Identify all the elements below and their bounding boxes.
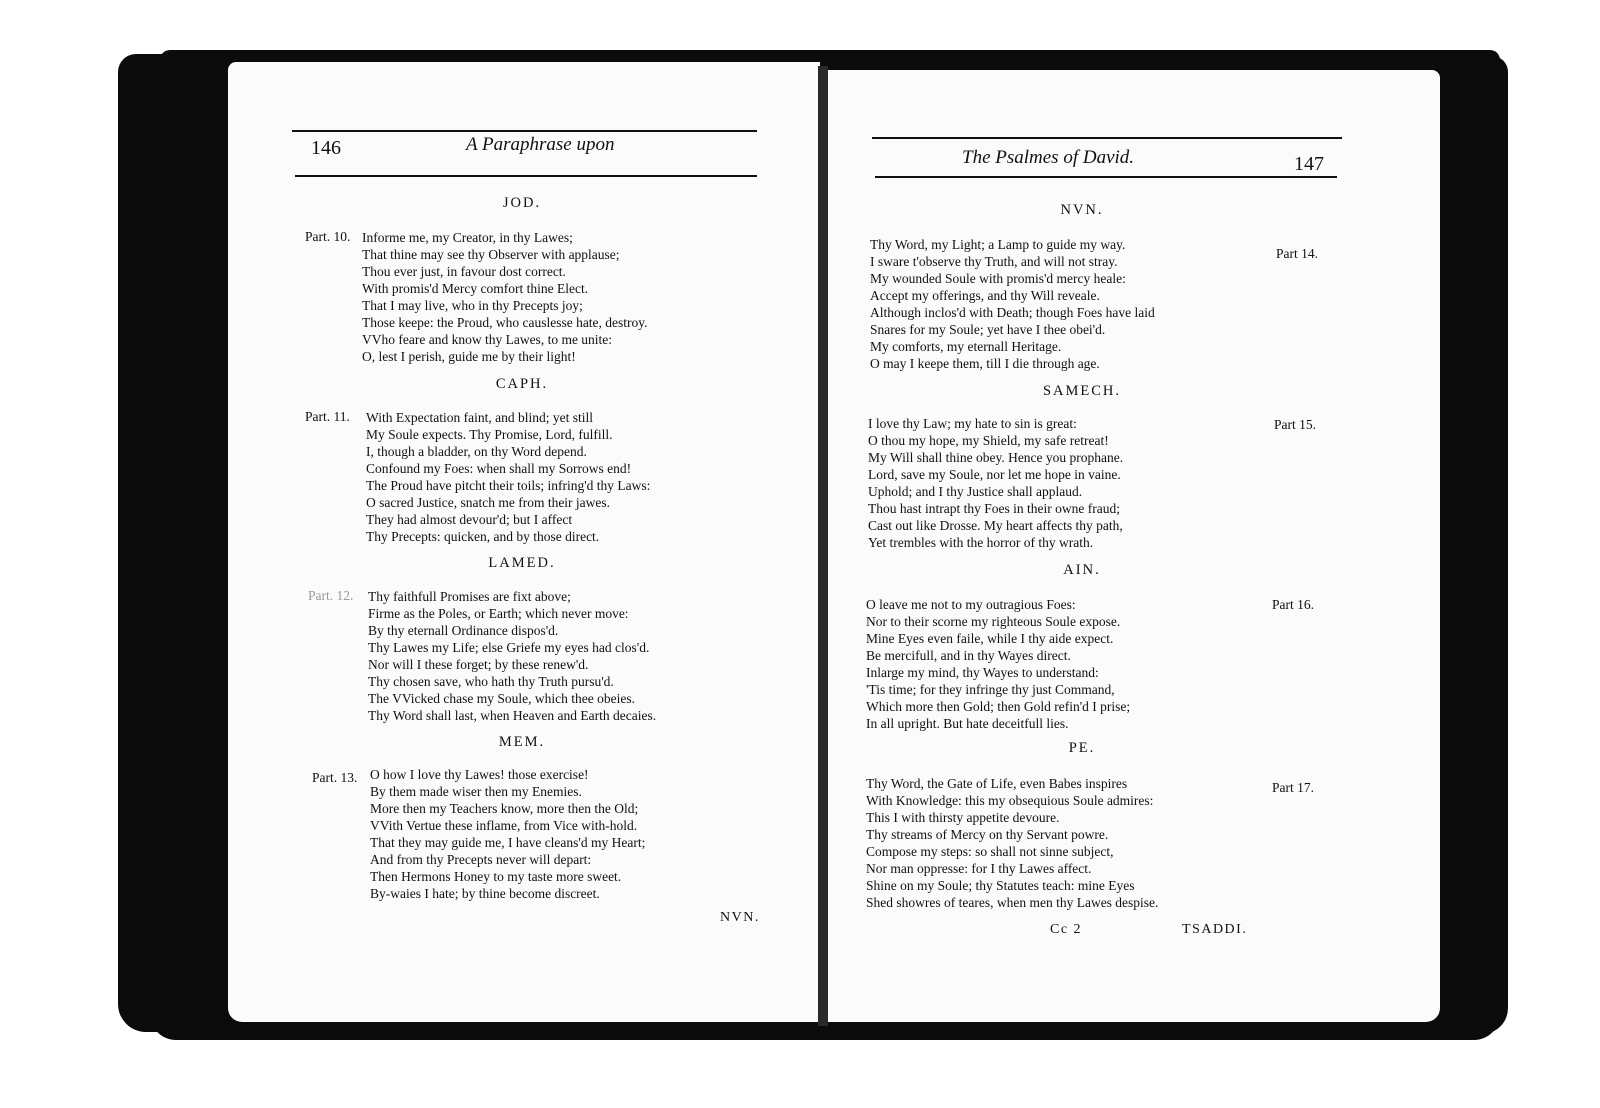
verse-line: Those keepe: the Proud, who causlesse hate, destroy. bbox=[362, 315, 648, 330]
verse-line: 'Tis time; for they infringe thy just Command, bbox=[866, 682, 1115, 697]
verse-line: O leave me not to my outragious Foes: bbox=[866, 597, 1076, 612]
verse-line: I sware t'observe thy Truth, and will not stray. bbox=[870, 254, 1118, 269]
verse-line: O may I keepe them, till I die through age. bbox=[870, 356, 1100, 371]
verse-line: In all upright. But hate deceitfull lies. bbox=[866, 716, 1069, 731]
verse-line: They had almost devour'd; but I affect bbox=[366, 512, 573, 527]
part-label-11: Part. 11. bbox=[305, 409, 350, 424]
verse-line: Thy chosen save, who hath thy Truth pursu'd. bbox=[368, 674, 614, 689]
verse-block-pe bbox=[866, 775, 1158, 911]
verse-line: Nor to their scorne my righteous Soule expose. bbox=[866, 614, 1121, 629]
verse-line: My Will shall thine obey. Hence you prophane. bbox=[868, 450, 1124, 465]
left-running-head: A Paraphrase upon bbox=[466, 134, 615, 155]
verse-line: Which more then Gold; then Gold refin'd I prise; bbox=[866, 699, 1131, 714]
verse-line: I love thy Law; my hate to sin is great: bbox=[868, 416, 1077, 431]
verse-block-mem bbox=[370, 766, 645, 902]
verse-line: The VVicked chase my Soule, which thee obeies. bbox=[368, 691, 635, 706]
verse-line: VVho feare and know thy Lawes, to me unite: bbox=[362, 332, 613, 347]
verse-line: Firme as the Poles, or Earth; which never move: bbox=[368, 606, 629, 621]
part-label-16: Part 16. bbox=[1272, 597, 1314, 612]
part-label-10: Part. 10. bbox=[305, 229, 351, 244]
part-label-12: Part. 12. bbox=[308, 588, 354, 603]
right-running-head: The Psalmes of David. bbox=[962, 147, 1135, 168]
section-title-caph: CAPH. bbox=[495, 376, 549, 392]
part-label-17: Part 17. bbox=[1272, 780, 1314, 795]
section-title-jod: JOD. bbox=[502, 195, 542, 211]
verse-block-nvn bbox=[870, 236, 1155, 372]
verse-line: Although inclos'd with Death; though Foes have laid bbox=[870, 305, 1155, 320]
verse-line: Thou ever just, in favour dost correct. bbox=[362, 264, 566, 279]
section-title-ain: AIN. bbox=[1063, 562, 1101, 578]
verse-line: Snares for my Soule; yet have I thee obei'd. bbox=[870, 322, 1106, 337]
verse-line: Shed showres of teares, when men thy Lawes despise. bbox=[866, 895, 1159, 910]
verse-line: O sacred Justice, snatch me from their jawes. bbox=[366, 495, 611, 510]
verse-line: Thy Word shall last, when Heaven and Earth decaies. bbox=[368, 708, 657, 723]
verse-line: That I may live, who in thy Precepts joy; bbox=[362, 298, 583, 313]
verse-line: With promis'd Mercy comfort thine Elect. bbox=[362, 281, 589, 296]
verse-line: With Knowledge: this my obsequious Soule admires: bbox=[866, 793, 1154, 808]
right-catchword: TSADDI. bbox=[1182, 922, 1248, 937]
signature-mark: Cc 2 bbox=[1050, 922, 1083, 937]
verse-line: My wounded Soule with promis'd mercy heale: bbox=[870, 271, 1126, 286]
verse-line: Thy streams of Mercy on thy Servant powre. bbox=[866, 827, 1109, 842]
left-catchword: NVN. bbox=[720, 910, 760, 925]
verse-line: The Proud have pitcht their toils; infring'd thy Laws: bbox=[366, 478, 651, 493]
verse-line: O how I love thy Lawes! those exercise! bbox=[370, 767, 589, 782]
right-header-rule-bottom bbox=[875, 176, 1337, 178]
left-header-rule-bottom bbox=[295, 175, 757, 177]
verse-line: That they may guide me, I have cleans'd my Heart; bbox=[370, 835, 646, 850]
left-header-rule-top bbox=[292, 130, 757, 132]
verse-line: My comforts, my eternall Heritage. bbox=[870, 339, 1062, 354]
book-gutter bbox=[818, 66, 828, 1026]
verse-line: By them made wiser then my Enemies. bbox=[370, 784, 582, 799]
verse-line: I, though a bladder, on thy Word depend. bbox=[366, 444, 587, 459]
section-title-lamed: LAMED. bbox=[488, 555, 556, 571]
verse-line: Confound my Foes: when shall my Sorrows end! bbox=[366, 461, 632, 476]
left-page-number: 146 bbox=[311, 137, 341, 159]
verse-line: Thy Precepts: quicken, and by those direct. bbox=[366, 529, 600, 544]
verse-line: By-waies I hate; by thine become discreet. bbox=[370, 886, 600, 901]
verse-line: Uphold; and I thy Justice shall applaud. bbox=[868, 484, 1083, 499]
section-title-pe: PE. bbox=[1068, 740, 1096, 756]
verse-block-caph bbox=[366, 409, 650, 545]
verse-line: With Expectation faint, and blind; yet still bbox=[366, 410, 594, 425]
verse-line: Nor will I these forget; by these renew'd. bbox=[368, 657, 589, 672]
verse-block-ain bbox=[866, 596, 1130, 732]
section-title-nvn: NVN. bbox=[1060, 202, 1104, 218]
section-title-samech: SAMECH. bbox=[1042, 383, 1122, 399]
verse-line: Thy faithfull Promises are fixt above; bbox=[368, 589, 571, 604]
part-label-13: Part. 13. bbox=[312, 770, 358, 785]
verse-block-samech bbox=[868, 415, 1123, 551]
right-page-number: 147 bbox=[1294, 153, 1324, 175]
verse-line: O thou my hope, my Shield, my safe retreat! bbox=[868, 433, 1109, 448]
verse-line: Thy Word, my Light; a Lamp to guide my way. bbox=[870, 237, 1126, 252]
verse-line: O, lest I perish, guide me by their light! bbox=[362, 349, 576, 364]
verse-line: Compose my steps: so shall not sinne subject, bbox=[866, 844, 1114, 859]
verse-line: Lord, save my Soule, nor let me hope in vaine. bbox=[868, 467, 1121, 482]
verse-line: Nor man oppresse: for I thy Lawes affect. bbox=[866, 861, 1092, 876]
verse-line: Accept my offerings, and thy Will reveale. bbox=[870, 288, 1100, 303]
verse-line: Yet trembles with the horror of thy wrath. bbox=[868, 535, 1094, 550]
verse-line: Mine Eyes even faile, while I thy aide expect. bbox=[866, 631, 1114, 646]
section-title-mem: MEM. bbox=[498, 734, 546, 750]
verse-line: Be mercifull, and in thy Wayes direct. bbox=[866, 648, 1071, 663]
verse-line: VVith Vertue these inflame, from Vice with-hold. bbox=[370, 818, 638, 833]
verse-line: And from thy Precepts never will depart: bbox=[370, 852, 592, 867]
verse-line: Thy Lawes my Life; else Griefe my eyes had clos'd. bbox=[368, 640, 650, 655]
verse-line: Thou hast intrapt thy Foes in their owne fraud; bbox=[868, 501, 1120, 516]
verse-line: Thy Word, the Gate of Life, even Babes inspires bbox=[866, 776, 1128, 791]
verse-line: More then my Teachers know, more then the Old; bbox=[370, 801, 639, 816]
verse-line: This I with thirsty appetite devoure. bbox=[866, 810, 1060, 825]
verse-line: That thine may see thy Observer with applause; bbox=[362, 247, 620, 262]
verse-block-lamed bbox=[368, 588, 656, 724]
verse-line: By thy eternall Ordinance dispos'd. bbox=[368, 623, 559, 638]
verse-line: Then Hermons Honey to my taste more sweet. bbox=[370, 869, 622, 884]
part-label-14: Part 14. bbox=[1276, 246, 1318, 261]
verse-line: Informe me, my Creator, in thy Lawes; bbox=[362, 230, 573, 245]
part-label-15: Part 15. bbox=[1274, 417, 1316, 432]
verse-block-jod bbox=[362, 229, 648, 365]
verse-line: My Soule expects. Thy Promise, Lord, fulfill. bbox=[366, 427, 613, 442]
right-header-rule-top bbox=[872, 137, 1342, 139]
verse-line: Inlarge my mind, thy Wayes to understand: bbox=[866, 665, 1099, 680]
verse-line: Cast out like Drosse. My heart affects thy path, bbox=[868, 518, 1123, 533]
verse-line: Shine on my Soule; thy Statutes teach: mine Eyes bbox=[866, 878, 1135, 893]
